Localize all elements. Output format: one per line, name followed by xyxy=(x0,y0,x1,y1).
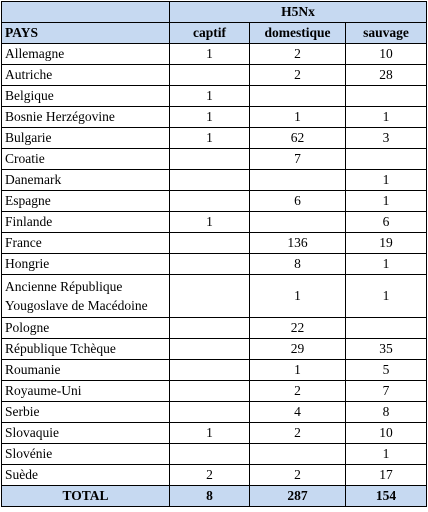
country-cell: Croatie xyxy=(2,149,170,170)
table-row xyxy=(2,191,427,212)
country-cell: Serbie xyxy=(2,402,170,423)
domestique-cell: 4 xyxy=(250,402,346,423)
domestique-cell: 1 xyxy=(250,275,346,318)
h5nx-country-table xyxy=(1,1,427,507)
captif-cell xyxy=(170,191,250,212)
country-cell: Danemark xyxy=(2,170,170,191)
table-row xyxy=(2,128,427,149)
domestique-cell: 29 xyxy=(250,339,346,360)
table-row xyxy=(2,44,427,65)
sauvage-cell: 10 xyxy=(346,44,427,65)
total-domestique: 287 xyxy=(250,486,346,507)
table-row xyxy=(2,65,427,86)
sauvage-cell: 5 xyxy=(346,360,427,381)
total-captif: 8 xyxy=(170,486,250,507)
captif-cell: 1 xyxy=(170,44,250,65)
sauvage-cell xyxy=(346,318,427,339)
table-row xyxy=(2,444,427,465)
table-row xyxy=(2,86,427,107)
captif-cell xyxy=(170,275,250,318)
sauvage-cell: 1 xyxy=(346,275,427,318)
captif-cell: 1 xyxy=(170,107,250,128)
country-cell: Bosnie Herzégovine xyxy=(2,107,170,128)
table-row xyxy=(2,423,427,444)
table-row xyxy=(2,381,427,402)
domestique-cell: 7 xyxy=(250,149,346,170)
captif-cell xyxy=(170,381,250,402)
table-row xyxy=(2,318,427,339)
column-header-pays: PAYS xyxy=(2,23,170,44)
domestique-cell: 2 xyxy=(250,423,346,444)
captif-cell xyxy=(170,149,250,170)
domestique-cell: 1 xyxy=(250,360,346,381)
sauvage-cell: 1 xyxy=(346,170,427,191)
sauvage-cell: 17 xyxy=(346,465,427,486)
domestique-cell: 6 xyxy=(250,191,346,212)
captif-cell: 1 xyxy=(170,128,250,149)
empty-corner-cell xyxy=(2,2,170,23)
domestique-cell xyxy=(250,444,346,465)
domestique-cell: 2 xyxy=(250,44,346,65)
country-cell: Slovaquie xyxy=(2,423,170,444)
domestique-cell xyxy=(250,212,346,233)
total-label: TOTAL xyxy=(2,486,170,507)
table-row xyxy=(2,339,427,360)
sauvage-cell: 7 xyxy=(346,381,427,402)
table-row xyxy=(2,149,427,170)
country-cell: Slovénie xyxy=(2,444,170,465)
captif-cell: 1 xyxy=(170,212,250,233)
sauvage-cell: 8 xyxy=(346,402,427,423)
captif-cell xyxy=(170,444,250,465)
sauvage-cell xyxy=(346,149,427,170)
sauvage-cell: 6 xyxy=(346,212,427,233)
country-cell: Roumanie xyxy=(2,360,170,381)
sauvage-cell: 28 xyxy=(346,65,427,86)
sauvage-cell: 10 xyxy=(346,423,427,444)
country-cell: Ancienne République Yougoslave de Macédoine xyxy=(2,275,170,318)
sauvage-cell: 1 xyxy=(346,444,427,465)
captif-cell xyxy=(170,170,250,191)
table-row xyxy=(2,212,427,233)
domestique-cell: 2 xyxy=(250,465,346,486)
table-row xyxy=(2,107,427,128)
group-header-h5nx: H5Nx xyxy=(170,2,427,23)
captif-cell xyxy=(170,360,250,381)
sauvage-cell: 3 xyxy=(346,128,427,149)
country-cell: République Tchèque xyxy=(2,339,170,360)
group-header-row xyxy=(2,2,427,23)
domestique-cell: 62 xyxy=(250,128,346,149)
table-body xyxy=(2,44,427,486)
captif-cell xyxy=(170,339,250,360)
captif-cell: 2 xyxy=(170,465,250,486)
sauvage-cell: 1 xyxy=(346,107,427,128)
captif-cell xyxy=(170,318,250,339)
country-cell: Pologne xyxy=(2,318,170,339)
country-cell: Belgique xyxy=(2,86,170,107)
captif-cell xyxy=(170,254,250,275)
domestique-cell xyxy=(250,86,346,107)
table-row xyxy=(2,402,427,423)
table-row xyxy=(2,465,427,486)
sauvage-cell: 19 xyxy=(346,233,427,254)
column-header-row xyxy=(2,23,427,44)
captif-cell: 1 xyxy=(170,86,250,107)
column-header-captif: captif xyxy=(170,23,250,44)
country-cell: Finlande xyxy=(2,212,170,233)
country-cell: Hongrie xyxy=(2,254,170,275)
captif-cell xyxy=(170,233,250,254)
captif-cell: 1 xyxy=(170,423,250,444)
domestique-cell: 2 xyxy=(250,65,346,86)
country-cell: Espagne xyxy=(2,191,170,212)
captif-cell xyxy=(170,65,250,86)
table-row xyxy=(2,170,427,191)
sauvage-cell: 1 xyxy=(346,191,427,212)
country-cell: Suède xyxy=(2,465,170,486)
column-header-domestique: domestique xyxy=(250,23,346,44)
sauvage-cell xyxy=(346,86,427,107)
domestique-cell: 136 xyxy=(250,233,346,254)
domestique-cell: 8 xyxy=(250,254,346,275)
country-cell: Royaume-Uni xyxy=(2,381,170,402)
domestique-cell xyxy=(250,170,346,191)
domestique-cell: 2 xyxy=(250,381,346,402)
table-row xyxy=(2,233,427,254)
table-row xyxy=(2,360,427,381)
country-cell: Bulgarie xyxy=(2,128,170,149)
country-cell: Autriche xyxy=(2,65,170,86)
country-cell: Allemagne xyxy=(2,44,170,65)
table-row xyxy=(2,254,427,275)
captif-cell xyxy=(170,402,250,423)
column-header-sauvage: sauvage xyxy=(346,23,427,44)
sauvage-cell: 1 xyxy=(346,254,427,275)
sauvage-cell: 35 xyxy=(346,339,427,360)
domestique-cell: 22 xyxy=(250,318,346,339)
domestique-cell: 1 xyxy=(250,107,346,128)
total-row xyxy=(2,486,427,507)
country-cell: France xyxy=(2,233,170,254)
total-sauvage: 154 xyxy=(346,486,427,507)
table-row xyxy=(2,275,427,318)
